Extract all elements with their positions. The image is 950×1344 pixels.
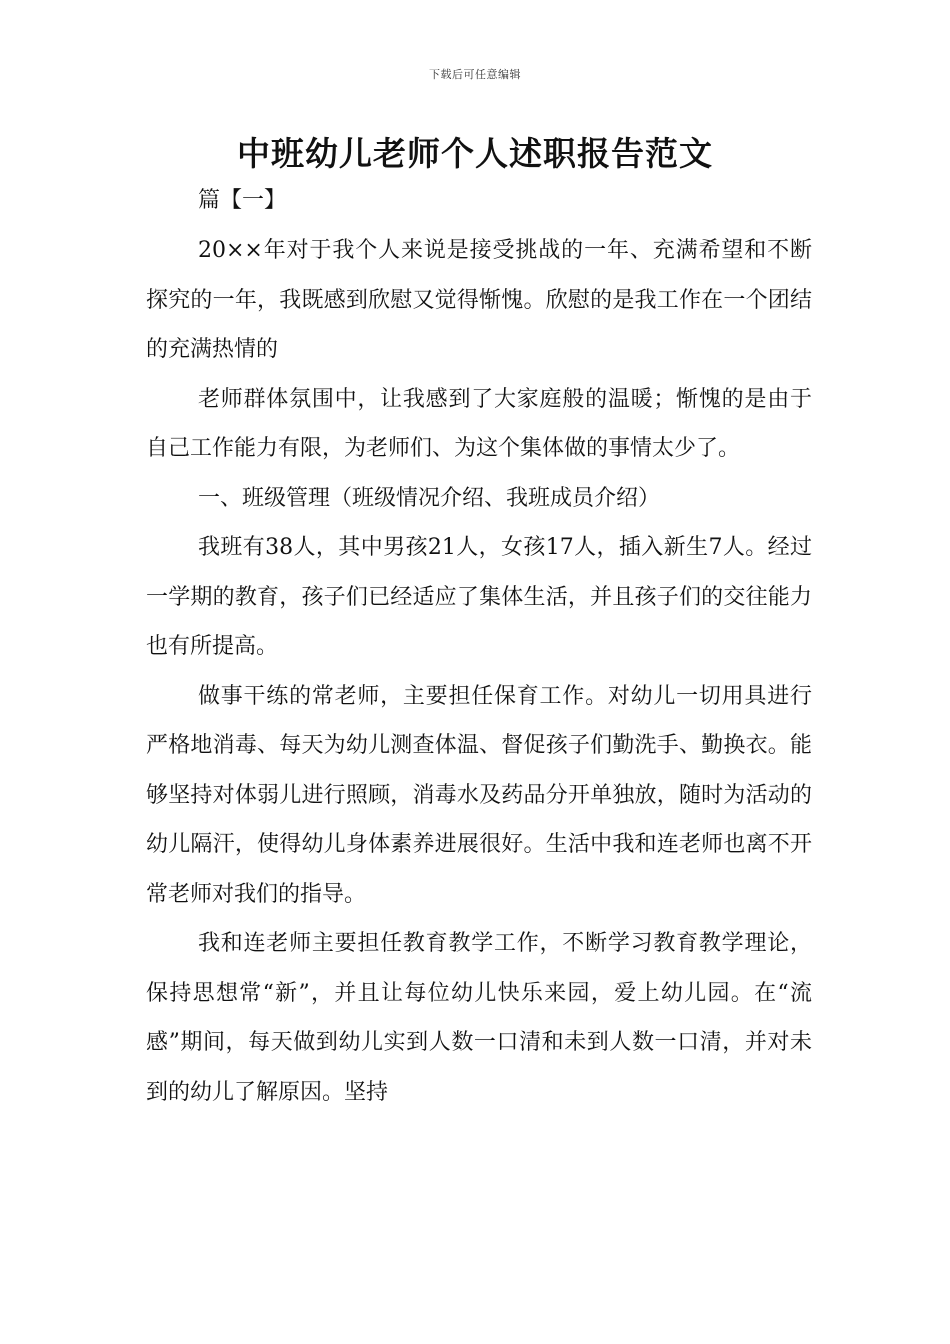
paragraph: 我和连老师主要担任教育教学工作，不断学习教育教学理论，保持思想常“新”，并且让每位幼儿快乐来园，爱上幼儿园。在“流感”期间，每天做到幼儿实到人数一口清和未到人数一口清，并对未到的幼儿了解原因。坚持: [146, 931, 812, 1105]
section-heading: 一、班级管理（班级情况介绍、我班成员介绍）: [198, 485, 661, 511]
document-body: [146, 226, 812, 1117]
paragraph: 老师群体氛围中，让我感到了大家庭般的温暖；惭愧的是由于自己工作能力有限，为老师们、为这个集体做的事情太少了。: [146, 386, 812, 461]
document-title: 中班幼儿老师个人述职报告范文: [237, 134, 713, 173]
paragraph: 做事干练的常老师，主要担任保育工作。对幼儿一切用具进行严格地消毒、每天为幼儿测查体温、督促孩子们勤洗手、勤换衣。能够坚持对体弱儿进行照顾，消毒水及药品分开单独放，随时为活动的幼儿隔汗，使得幼儿身体素养进展很好。生活中我和连老师也离不开常老师对我们的指导。: [146, 683, 812, 907]
paragraph: 20××年对于我个人来说是接受挑战的一年、充满希望和不断探究的一年，我既感到欣慰又觉得惭愧。欣慰的是我工作在一个团结的充满热情的: [146, 238, 812, 362]
paragraph: 我班有38人，其中男孩21人，女孩17人，插入新生7人。经过一学期的教育，孩子们已经适应了集体生活，并且孩子们的交往能力也有所提高。: [146, 535, 812, 659]
section-label: 篇【一】: [198, 188, 287, 213]
header-note: 下载后可任意编辑: [429, 68, 521, 81]
